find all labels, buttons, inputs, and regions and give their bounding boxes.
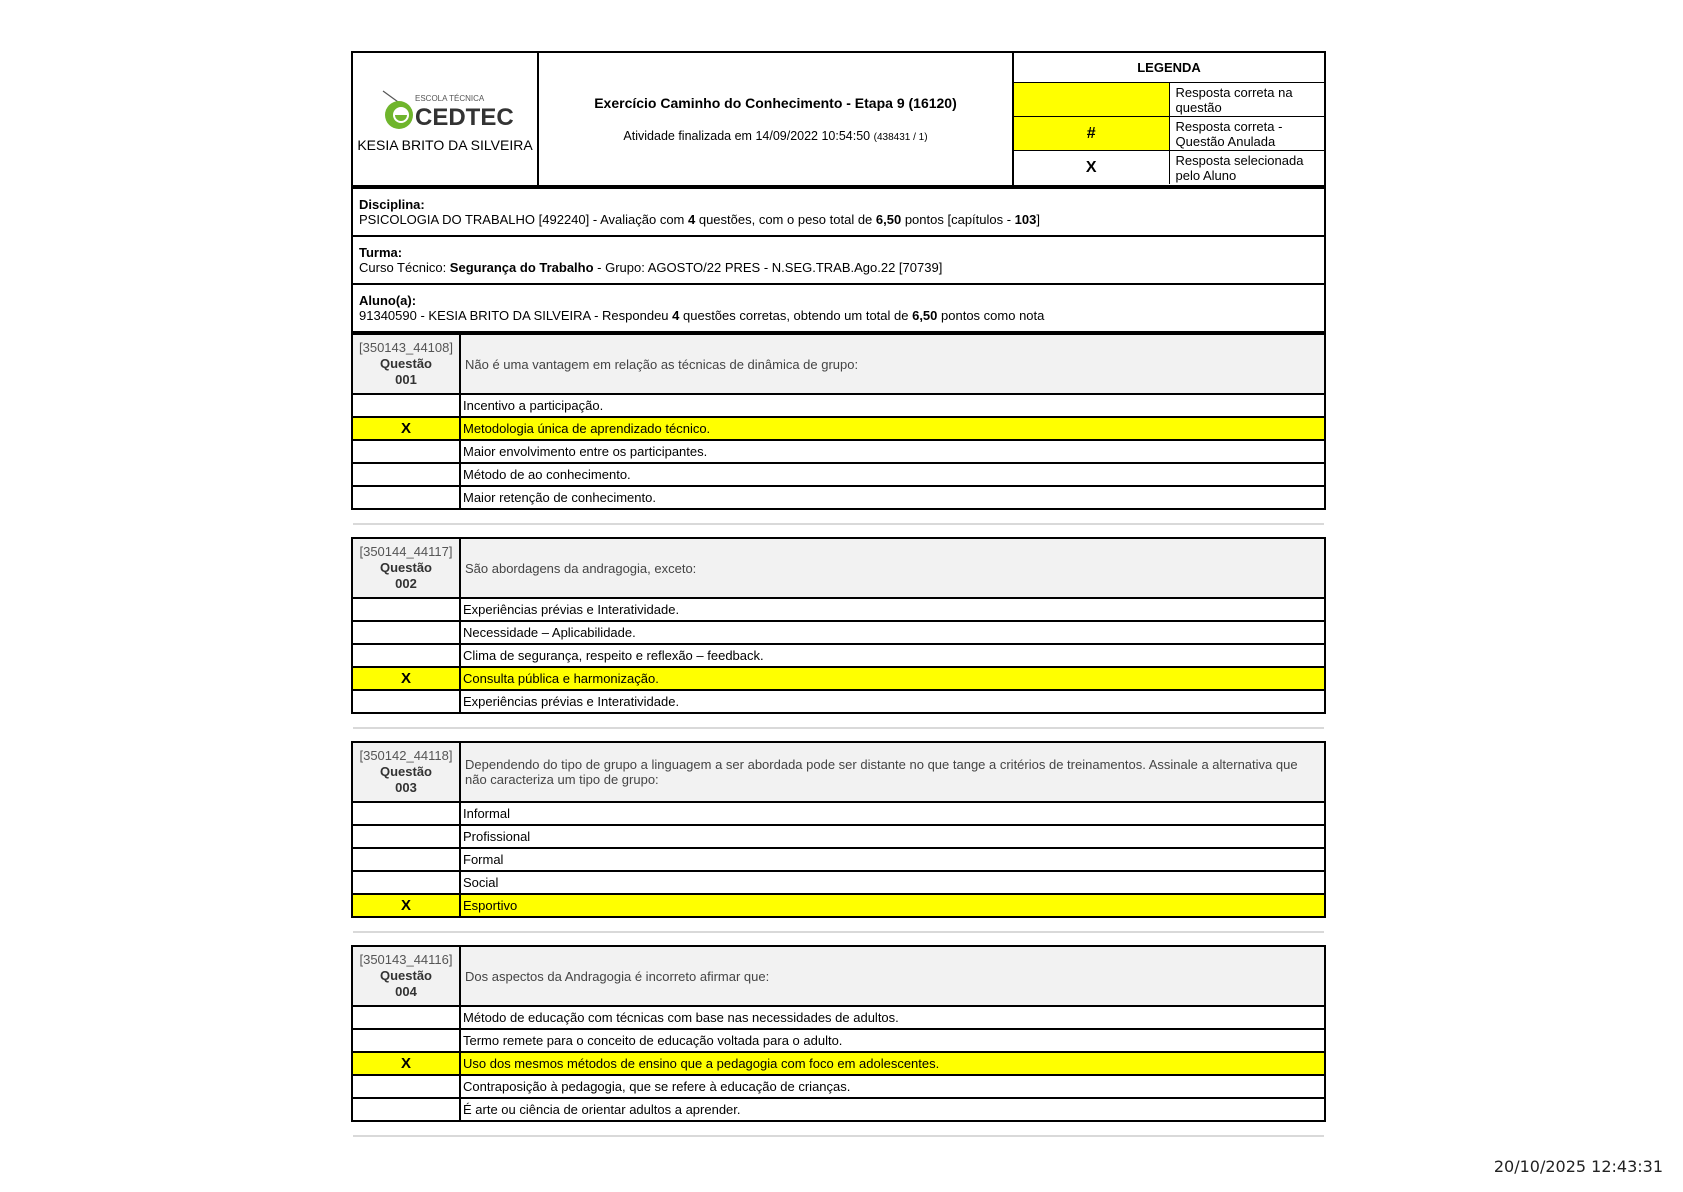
option-text: Clima de segurança, respeito e reflexão – feedback. xyxy=(460,644,1325,667)
exercise-title: Exercício Caminho do Conhecimento - Etapa 9 (16120) xyxy=(594,95,957,111)
question-number: 001 xyxy=(395,372,417,387)
option-text-selected: Consulta pública e harmonização. xyxy=(460,667,1325,690)
logo-small-text: ESCOLA TÉCNICA xyxy=(415,94,485,103)
option-text: Termo remete para o conceito de educação voltada para o adulto. xyxy=(460,1029,1325,1052)
option-text: Contraposição à pedagogia, que se refere à educação de crianças. xyxy=(460,1075,1325,1098)
question-code: [350142_44118] xyxy=(359,748,453,763)
turma-label: Turma: xyxy=(359,245,403,260)
disciplina-text-3: pontos [capítulos - xyxy=(901,212,1015,227)
option-text: É arte ou ciência de orientar adultos a aprender. xyxy=(460,1098,1325,1121)
finished-code: (438431 / 1) xyxy=(873,132,928,143)
option-text: Maior retenção de conhecimento. xyxy=(460,486,1325,509)
option-mark xyxy=(352,690,460,713)
option-mark xyxy=(352,621,460,644)
print-timestamp: 20/10/2025 12:43:31 xyxy=(1493,1157,1663,1176)
question-block-003 xyxy=(351,741,1326,918)
student-name: KESIA BRITO DA SILVEIRA xyxy=(357,137,533,153)
divider xyxy=(351,918,1326,945)
option-text: Informal xyxy=(460,802,1325,825)
legend-title: LEGENDA xyxy=(1014,53,1324,83)
disciplina-count: 4 xyxy=(688,212,696,227)
divider xyxy=(351,714,1326,741)
option-mark xyxy=(352,1098,460,1121)
option-mark-selected: X xyxy=(352,667,460,690)
question-code: [350143_44116] xyxy=(359,952,453,967)
option-mark xyxy=(352,394,460,417)
question-block-001 xyxy=(351,333,1326,510)
disciplina-text-2: questões, com o peso total de xyxy=(695,212,876,227)
turma-course: Segurança do Trabalho xyxy=(449,260,594,275)
aluno-row xyxy=(352,284,1325,332)
divider xyxy=(351,510,1326,537)
logo-big-text: CEDTEC xyxy=(415,104,514,131)
option-text: Experiências prévias e Interatividade. xyxy=(460,690,1325,713)
option-mark xyxy=(352,1006,460,1029)
aluno-text-2: questões corretas, obtendo um total de xyxy=(679,308,913,323)
option-mark xyxy=(352,1075,460,1098)
option-text-selected: Uso dos mesmos métodos de ensino que a pedagogia com foco em adolescentes. xyxy=(460,1052,1325,1075)
legend-swatch-selected: X xyxy=(1014,151,1169,185)
option-mark xyxy=(352,644,460,667)
question-code: [350143_44108] xyxy=(359,340,453,355)
aluno-text-3: pontos como nota xyxy=(937,308,1045,323)
turma-text-2: - Grupo: AGOSTO/22 PRES - N.SEG.TRAB.Ago.22 [70739] xyxy=(593,260,943,275)
question-text: Não é uma vantagem em relação as técnicas de dinâmica de grupo: xyxy=(460,334,1325,394)
logo-cell xyxy=(352,52,538,186)
option-mark xyxy=(352,825,460,848)
question-block-002 xyxy=(351,537,1326,714)
option-text: Profissional xyxy=(460,825,1325,848)
option-mark-selected: X xyxy=(352,417,460,440)
question-text: São abordagens da andragogia, exceto: xyxy=(460,538,1325,598)
turma-row xyxy=(352,236,1325,284)
legend-table xyxy=(1014,53,1324,184)
divider xyxy=(351,1122,1326,1149)
finished-info xyxy=(540,129,1011,143)
option-mark xyxy=(352,871,460,894)
question-label: Questão xyxy=(379,968,432,983)
disciplina-row xyxy=(352,188,1325,236)
aluno-text: 91340590 - KESIA BRITO DA SILVEIRA - Respondeu xyxy=(359,308,673,323)
question-text: Dos aspectos da Andragogia é incorreto afirmar que: xyxy=(460,946,1325,1006)
option-mark xyxy=(352,463,460,486)
title-cell xyxy=(538,52,1013,186)
finished-text: Atividade finalizada em 14/09/2022 10:54:50 xyxy=(623,129,871,143)
question-text: Dependendo do tipo de grupo a linguagem a ser abordada pode ser distante no que tange a critérios de treinamentos. Assinale a alternativa que não caracteriza um tipo de grupo: xyxy=(460,742,1325,802)
option-mark xyxy=(352,486,460,509)
option-text: Método de ao conhecimento. xyxy=(460,463,1325,486)
question-code: [350144_44117] xyxy=(359,544,453,559)
option-text: Incentivo a participação. xyxy=(460,394,1325,417)
disciplina-chapters: 103 xyxy=(1014,212,1037,227)
question-number: 002 xyxy=(395,576,417,591)
turma-text: Curso Técnico: xyxy=(359,260,450,275)
question-label: Questão xyxy=(379,356,432,371)
option-mark-selected: X xyxy=(352,1052,460,1075)
question-id xyxy=(352,742,460,802)
option-mark xyxy=(352,848,460,871)
cedtec-logo xyxy=(375,85,515,135)
legend-label-selected: Resposta selecionada pelo Aluno xyxy=(1169,151,1324,185)
disciplina-text: PSICOLOGIA DO TRABALHO [492240] - Avaliação com xyxy=(359,212,688,227)
option-mark xyxy=(352,440,460,463)
disciplina-text-4: ] xyxy=(1036,212,1040,227)
option-text: Método de educação com técnicas com base nas necessidades de adultos. xyxy=(460,1006,1325,1029)
option-text-selected: Esportivo xyxy=(460,894,1325,917)
legend-swatch-correct xyxy=(1014,83,1169,117)
question-label: Questão xyxy=(379,764,432,779)
question-number: 004 xyxy=(395,984,417,999)
question-id xyxy=(352,538,460,598)
disciplina-label: Disciplina: xyxy=(359,197,425,212)
disciplina-points: 6,50 xyxy=(875,212,902,227)
option-text: Experiências prévias e Interatividade. xyxy=(460,598,1325,621)
option-mark xyxy=(352,1029,460,1052)
aluno-points: 6,50 xyxy=(912,308,938,323)
report-header xyxy=(351,51,1326,187)
info-table xyxy=(351,187,1326,333)
question-block-004 xyxy=(351,945,1326,1122)
option-text: Formal xyxy=(460,848,1325,871)
aluno-correct-count: 4 xyxy=(672,308,680,323)
legend-label-correct: Resposta correta na questão xyxy=(1169,83,1324,117)
report-sheet xyxy=(351,51,1326,1149)
question-number: 003 xyxy=(395,780,417,795)
question-id xyxy=(352,334,460,394)
aluno-label: Aluno(a): xyxy=(359,293,417,308)
question-id xyxy=(352,946,460,1006)
option-mark xyxy=(352,802,460,825)
option-text: Maior envolvimento entre os participantes. xyxy=(460,440,1325,463)
question-label: Questão xyxy=(379,560,432,575)
legend-label-annulled: Resposta correta - Questão Anulada xyxy=(1169,117,1324,151)
option-mark-selected: X xyxy=(352,894,460,917)
option-text-selected: Metodologia única de aprendizado técnico. xyxy=(460,417,1325,440)
option-text: Necessidade – Aplicabilidade. xyxy=(460,621,1325,644)
legend-cell xyxy=(1013,52,1325,186)
option-mark xyxy=(352,598,460,621)
option-text: Social xyxy=(460,871,1325,894)
legend-swatch-annulled: # xyxy=(1014,117,1169,151)
